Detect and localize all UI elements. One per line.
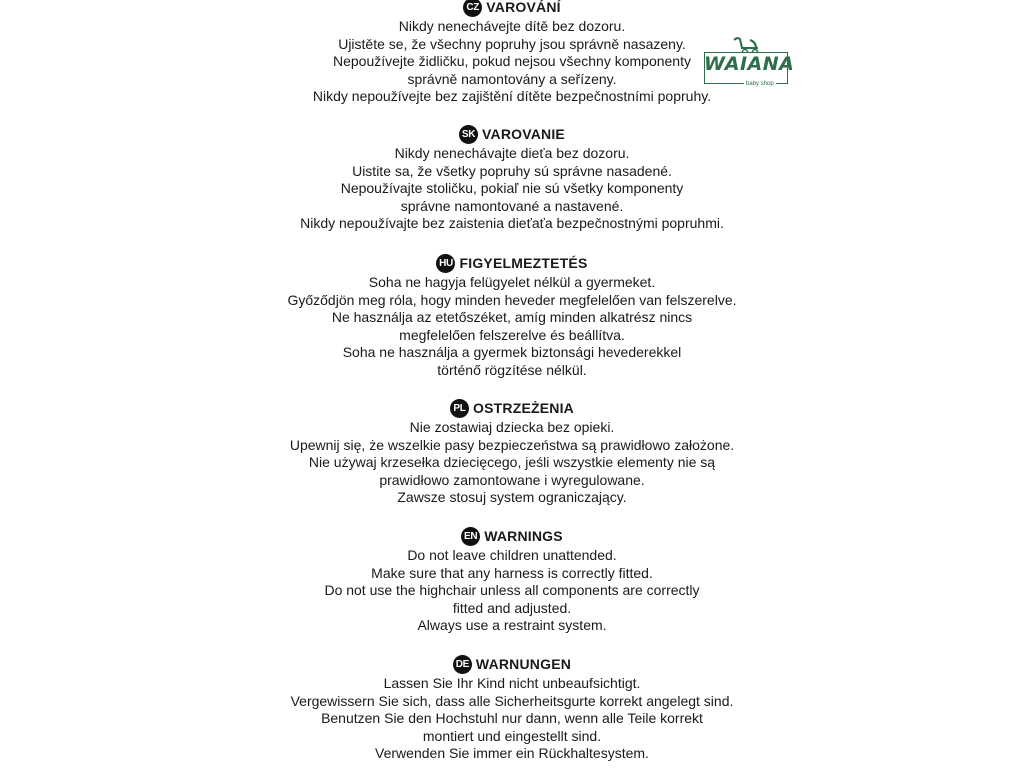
warning-line: Nikdy nenechávejte dítě bez dozoru. (398, 18, 626, 34)
warning-line: Soha ne használja a gyermek biztonsági hevederekkel (342, 344, 682, 361)
warning-line: Győződjön meg róla, hogy minden heveder megfelelően van felszerelve. (287, 291, 737, 308)
warning-line: megfelelően felszerelve és beállítva. (399, 326, 625, 343)
logo-wordmark: WAIANA (704, 53, 795, 75)
language-badge-en: EN (461, 527, 480, 546)
language-badge-de: DE (453, 655, 472, 674)
language-badge-sk: SK (459, 125, 478, 144)
warning-line: fitted and adjusted. (452, 599, 572, 616)
warning-line: Vergewissern Sie sich, dass alle Sicherheitsgurte korrekt angelegt sind. (290, 692, 734, 709)
warning-line: történő rögzítése nélkül. (437, 361, 587, 378)
warning-section-en (0, 526, 1024, 635)
warning-line: Always use a restraint system. (417, 617, 607, 634)
warning-line: Ne használja az etetőszéket, amíg minden alkatrész nincs (331, 309, 693, 326)
warning-line: Nikdy nepoužívejte bez zajištění dítěte bezpečnostními popruhy. (312, 88, 712, 105)
warning-line: Nikdy nepoužívajte bez zaistenia dieťaťa bezpečnostnými popruhmi. (300, 215, 724, 232)
section-title: VAROVANIE (482, 126, 565, 142)
warning-line: Soha ne hagyja felügyelet nélkül a gyermeket. (368, 274, 656, 290)
logo-tagline: baby shop (746, 81, 774, 87)
language-badge-hu: HU (436, 254, 455, 273)
section-heading (0, 0, 1024, 17)
warning-line: Nikdy nenechávajte dieťa bez dozoru. (394, 145, 630, 161)
section-heading (0, 654, 1024, 674)
warning-line: Do not leave children unattended. (407, 547, 617, 563)
warning-line: Do not use the highchair unless all components are correctly (324, 582, 700, 599)
warning-section-hu (0, 253, 1024, 380)
warning-line: Zawsze stosuj system ograniczający. (397, 489, 627, 506)
warning-section-sk (0, 124, 1024, 233)
warning-line: Uistite sa, že všetky popruhy sú správne nasadené. (352, 162, 672, 179)
section-heading (0, 526, 1024, 546)
warning-line: Nie zostawiaj dziecka bez opieki. (409, 419, 615, 435)
warning-line: Lassen Sie Ihr Kind nicht unbeaufsichtigt. (383, 675, 641, 691)
section-title: VAROVÁNÍ (486, 0, 561, 15)
warning-line: Nie używaj krzesełka dziecięcego, jeśli wszystkie elementy nie są (308, 454, 716, 471)
language-badge-pl: PL (450, 399, 469, 418)
section-title: OSTRZEŻENIA (473, 400, 574, 416)
warning-section-cz (0, 0, 1024, 106)
warning-section-pl (0, 398, 1024, 507)
warning-line: Make sure that any harness is correctly fitted. (371, 564, 653, 581)
section-title: WARNUNGEN (475, 656, 572, 672)
section-title: FIGYELMEZTETÉS (459, 255, 588, 271)
section-heading (0, 124, 1024, 144)
section-title: WARNINGS (484, 528, 563, 544)
warning-line: správne namontované a nastavené. (400, 197, 624, 214)
warning-line: Benutzen Sie den Hochstuhl nur dann, wenn alle Teile korrekt (321, 710, 703, 727)
language-badge-cz: CZ (463, 0, 482, 17)
warning-line: Nepoužívajte stoličku, pokiaľ nie sú všetky komponenty (340, 180, 684, 197)
warning-line: Ujistěte se, že všechny popruhy jsou správně nasazeny. (338, 35, 686, 52)
warning-line: Upewnij się, że wszelkie pasy bezpieczeństwa są prawidłowo założone. (289, 436, 735, 453)
warning-line: správně namontovány a seřízeny. (407, 70, 617, 87)
warning-line: montiert und eingestellt sind. (422, 727, 602, 744)
section-heading (0, 398, 1024, 418)
section-heading (0, 253, 1024, 273)
waiana-logo (700, 36, 795, 92)
warning-section-de (0, 654, 1024, 763)
warning-line: prawidłowo zamontowane i wyregulowane. (379, 471, 645, 488)
warning-line: Nepoužívejte židličku, pokud nejsou všechny komponenty (333, 53, 691, 70)
warning-line: Verwenden Sie immer ein Rückhaltesystem. (375, 745, 649, 762)
